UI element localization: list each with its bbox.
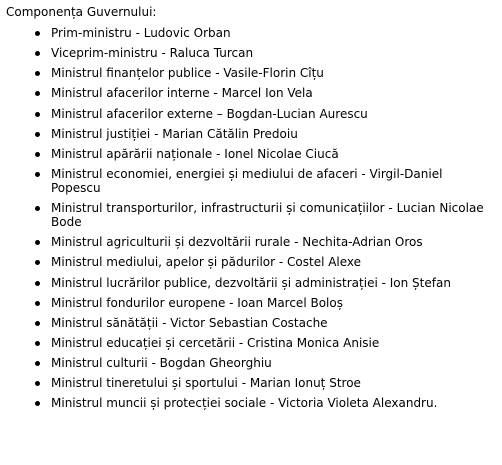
members-list [6,26,502,410]
member-text: Ministrul justiției - Marian Cătălin Predoiu [51,126,298,141]
list-item [35,107,491,121]
bullet-icon [35,260,40,265]
bullet-icon [35,321,40,326]
member-text: Ministrul culturii - Bogdan Gheorghiu [51,356,272,371]
section-heading: Componența Guvernului: [6,5,157,19]
member-text: Ministrul apărării naționale - Ionel Nicolae Ciucă [51,146,339,161]
list-item [35,201,491,229]
list-item [35,66,491,80]
list-item [35,316,491,330]
bullet-icon [35,132,40,137]
list-item [35,235,491,249]
bullet-icon [35,71,40,76]
member-text: Ministrul tineretului și sportului - Marian Ionuț Stroe [51,376,361,391]
bullet-icon [35,361,40,366]
list-item [35,46,491,60]
bullet-icon [35,91,40,96]
bullet-icon [35,240,40,245]
member-text: Ministrul transporturilor, infrastructurii și comunicațiilor - Lucian Nicolae Bode [51,201,484,230]
list-item [35,167,491,195]
list-item [35,26,491,40]
list-item [35,86,491,100]
list-item [35,396,491,410]
member-text: Ministrul muncii și protecției sociale - Victoria Violeta Alexandru. [51,396,438,411]
list-item [35,147,491,161]
member-text: Ministrul mediului, apelor și pădurilor - Costel Alexe [51,255,362,270]
bullet-icon [35,401,40,406]
bullet-icon [35,51,40,56]
list-item [35,276,491,290]
member-text: Ministrul fondurilor europene - Ioan Marcel Boloș [51,295,343,310]
bullet-icon [35,31,40,36]
bullet-icon [35,152,40,157]
bullet-icon [35,301,40,306]
bullet-icon [35,206,40,211]
member-text: Ministrul agriculturii și dezvoltării rurale - Nechita-Adrian Oros [51,235,423,250]
bullet-icon [35,341,40,346]
bullet-icon [35,112,40,117]
member-text: Ministrul afacerilor externe – Bogdan-Lucian Aurescu [51,106,368,121]
list-item [35,127,491,141]
member-text: Ministrul sănătății - Victor Sebastian Costache [51,315,328,330]
list-item [35,356,491,370]
member-text: Ministrul finanțelor publice - Vasile-Florin Cîțu [51,66,324,81]
member-text: Viceprim-ministru - Raluca Turcan [51,46,254,61]
list-item [35,255,491,269]
list-item [35,296,491,310]
bullet-icon [35,172,40,177]
list-item [35,376,491,390]
member-text: Ministrul educației și cercetării - Cristina Monica Anisie [51,335,380,350]
list-item [35,336,491,350]
bullet-icon [35,281,40,286]
member-text: Ministrul lucrărilor publice, dezvoltării și administrației - Ion Ștefan [51,275,451,290]
member-text: Ministrul afacerilor interne - Marcel Ion Vela [51,86,313,101]
member-text: Prim-ministru - Ludovic Orban [51,26,231,40]
member-text: Ministrul economiei, energiei și mediului de afaceri - Virgil-Daniel Popescu [51,166,443,195]
bullet-icon [35,381,40,386]
